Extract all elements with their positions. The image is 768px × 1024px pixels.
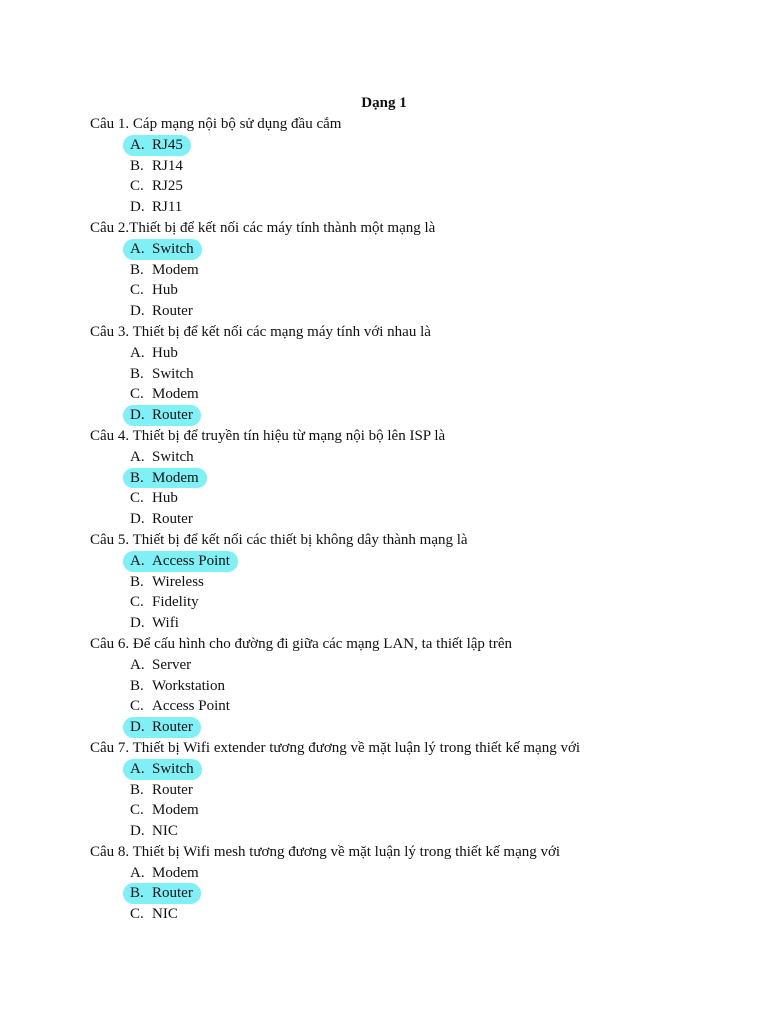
answer-option-body bbox=[123, 197, 190, 218]
question-4 bbox=[90, 426, 730, 530]
option-text: Switch bbox=[152, 240, 194, 257]
option-text: Access Point bbox=[152, 698, 230, 715]
highlighted-answer bbox=[123, 717, 201, 738]
answer-option-body bbox=[123, 676, 233, 697]
option-letter: D. bbox=[130, 511, 145, 528]
option-text: Hub bbox=[152, 344, 178, 361]
answer-option bbox=[90, 447, 730, 468]
question-3 bbox=[90, 322, 730, 426]
answer-option bbox=[90, 301, 730, 322]
highlighted-answer bbox=[123, 759, 202, 780]
option-letter: A. bbox=[130, 552, 145, 569]
question-text: Câu 4. Thiết bị để truyền tín hiệu từ mạng nội bộ lên ISP là bbox=[90, 427, 446, 444]
answer-option-body bbox=[123, 800, 207, 821]
option-letter: D. bbox=[130, 719, 145, 736]
option-text: RJ25 bbox=[152, 178, 183, 195]
option-letter: D. bbox=[130, 615, 145, 632]
question-text: Câu 8. Thiết bị Wifi mesh tương đương về mặt luận lý trong thiết kế mạng với bbox=[90, 843, 561, 860]
option-letter: D. bbox=[130, 303, 145, 320]
question-8 bbox=[90, 842, 730, 925]
option-text: Router bbox=[152, 303, 193, 320]
highlighted-answer bbox=[123, 405, 201, 426]
option-letter: C. bbox=[130, 490, 144, 507]
highlighted-answer bbox=[123, 239, 202, 260]
answer-option bbox=[90, 655, 730, 676]
answer-option bbox=[90, 759, 730, 780]
answer-option bbox=[90, 280, 730, 301]
option-letter: D. bbox=[130, 823, 145, 840]
option-letter: C. bbox=[130, 802, 144, 819]
answer-option bbox=[90, 156, 730, 177]
option-letter: B. bbox=[130, 157, 144, 174]
highlighted-answer bbox=[123, 551, 238, 572]
option-text: Fidelity bbox=[152, 594, 199, 611]
option-letter: C. bbox=[130, 386, 144, 403]
option-text: Switch bbox=[152, 365, 194, 382]
option-text: RJ45 bbox=[152, 136, 183, 153]
option-text: RJ14 bbox=[152, 157, 183, 174]
answer-option bbox=[90, 883, 730, 904]
option-text: RJ11 bbox=[152, 199, 183, 216]
answer-option-body bbox=[123, 592, 207, 613]
option-letter: A. bbox=[130, 448, 145, 465]
answer-option-body bbox=[123, 509, 201, 530]
answer-option-body bbox=[123, 280, 186, 301]
answer-option bbox=[90, 863, 730, 884]
option-letter: B. bbox=[130, 365, 144, 382]
option-text: Router bbox=[152, 885, 193, 902]
question-list bbox=[90, 114, 730, 925]
option-text: Server bbox=[152, 656, 192, 673]
answer-option-body bbox=[123, 364, 202, 385]
answer-option bbox=[90, 821, 730, 842]
answer-option bbox=[90, 904, 730, 925]
option-text: Router bbox=[152, 407, 193, 424]
question-1 bbox=[90, 114, 730, 218]
answer-option-body bbox=[123, 384, 207, 405]
option-text: Modem bbox=[152, 469, 199, 486]
option-letter: A. bbox=[130, 240, 145, 257]
question-6 bbox=[90, 634, 730, 738]
answer-option bbox=[90, 800, 730, 821]
answer-option bbox=[90, 364, 730, 385]
question-7 bbox=[90, 738, 730, 842]
option-text: Switch bbox=[152, 448, 194, 465]
answer-option bbox=[90, 551, 730, 572]
answer-option-body bbox=[123, 447, 202, 468]
answer-option bbox=[90, 260, 730, 281]
option-text: Modem bbox=[152, 386, 199, 403]
answer-option-body bbox=[123, 156, 191, 177]
option-letter: C. bbox=[130, 698, 144, 715]
option-letter: D. bbox=[130, 199, 145, 216]
question-text: Câu 2.Thiết bị để kết nối các máy tính thành một mạng là bbox=[90, 219, 436, 236]
option-letter: C. bbox=[130, 282, 144, 299]
question-text: Câu 3. Thiết bị để kết nối các mạng máy tính với nhau là bbox=[90, 323, 431, 340]
answer-option-body bbox=[123, 863, 207, 884]
option-letter: B. bbox=[130, 573, 144, 590]
option-text: Modem bbox=[152, 802, 199, 819]
answer-option bbox=[90, 780, 730, 801]
option-letter: B. bbox=[130, 781, 144, 798]
highlighted-answer bbox=[123, 468, 207, 489]
option-text: Access Point bbox=[152, 552, 230, 569]
question-text: Câu 1. Cáp mạng nội bộ sử dụng đầu cắm bbox=[90, 116, 342, 132]
option-letter: A. bbox=[130, 136, 145, 153]
answer-option-body bbox=[123, 488, 186, 509]
option-text: Modem bbox=[152, 864, 199, 881]
answer-option bbox=[90, 468, 730, 489]
question-5 bbox=[90, 530, 730, 634]
answer-option bbox=[90, 676, 730, 697]
answer-option-body bbox=[123, 613, 187, 634]
option-text: NIC bbox=[152, 906, 178, 923]
answer-option-body bbox=[123, 655, 199, 676]
option-text: Router bbox=[152, 511, 193, 528]
answer-option-body bbox=[123, 176, 191, 197]
option-letter: A. bbox=[130, 656, 145, 673]
question-text: Câu 6. Để cấu hình cho đường đi giữa các mạng LAN, ta thiết lập trên bbox=[90, 635, 512, 652]
answer-option bbox=[90, 239, 730, 260]
option-text: Workstation bbox=[152, 677, 225, 694]
question-2 bbox=[90, 218, 730, 322]
option-letter: B. bbox=[130, 885, 144, 902]
page-title: Dạng 1 bbox=[361, 95, 407, 111]
answer-option bbox=[90, 135, 730, 156]
option-letter: D. bbox=[130, 407, 145, 424]
answer-option-body bbox=[123, 696, 238, 717]
question-text: Câu 7. Thiết bị Wifi extender tương đương về mặt luận lý trong thiết kế mạng với bbox=[90, 739, 581, 756]
option-text: Router bbox=[152, 719, 193, 736]
option-letter: B. bbox=[130, 261, 144, 278]
answer-option bbox=[90, 613, 730, 634]
option-letter: B. bbox=[130, 677, 144, 694]
option-letter: C. bbox=[130, 178, 144, 195]
option-text: Wireless bbox=[152, 573, 204, 590]
answer-option bbox=[90, 176, 730, 197]
option-text: Hub bbox=[152, 490, 178, 507]
option-letter: A. bbox=[130, 864, 145, 881]
option-letter: C. bbox=[130, 594, 144, 611]
answer-option bbox=[90, 592, 730, 613]
answer-option bbox=[90, 509, 730, 530]
option-text: NIC bbox=[152, 823, 178, 840]
question-text: Câu 5. Thiết bị để kết nối các thiết bị không dây thành mạng là bbox=[90, 531, 468, 548]
answer-option bbox=[90, 717, 730, 738]
highlighted-answer bbox=[123, 883, 201, 904]
answer-option bbox=[90, 572, 730, 593]
answer-option bbox=[90, 343, 730, 364]
option-text: Router bbox=[152, 781, 193, 798]
answer-option-body bbox=[123, 260, 207, 281]
answer-option bbox=[90, 696, 730, 717]
answer-option-body bbox=[123, 821, 186, 842]
answer-option-body bbox=[123, 780, 201, 801]
answer-option bbox=[90, 405, 730, 426]
answer-option bbox=[90, 384, 730, 405]
option-text: Switch bbox=[152, 760, 194, 777]
option-text: Modem bbox=[152, 261, 199, 278]
highlighted-answer bbox=[123, 135, 191, 156]
option-letter: A. bbox=[130, 760, 145, 777]
answer-option-body bbox=[123, 572, 212, 593]
option-text: Wifi bbox=[152, 615, 179, 632]
option-letter: C. bbox=[130, 906, 144, 923]
option-letter: B. bbox=[130, 469, 144, 486]
option-letter: A. bbox=[130, 344, 145, 361]
answer-option-body bbox=[123, 301, 201, 322]
option-text: Hub bbox=[152, 282, 178, 299]
answer-option-body bbox=[123, 343, 186, 364]
answer-option-body bbox=[123, 904, 186, 925]
answer-option bbox=[90, 197, 730, 218]
answer-option bbox=[90, 488, 730, 509]
